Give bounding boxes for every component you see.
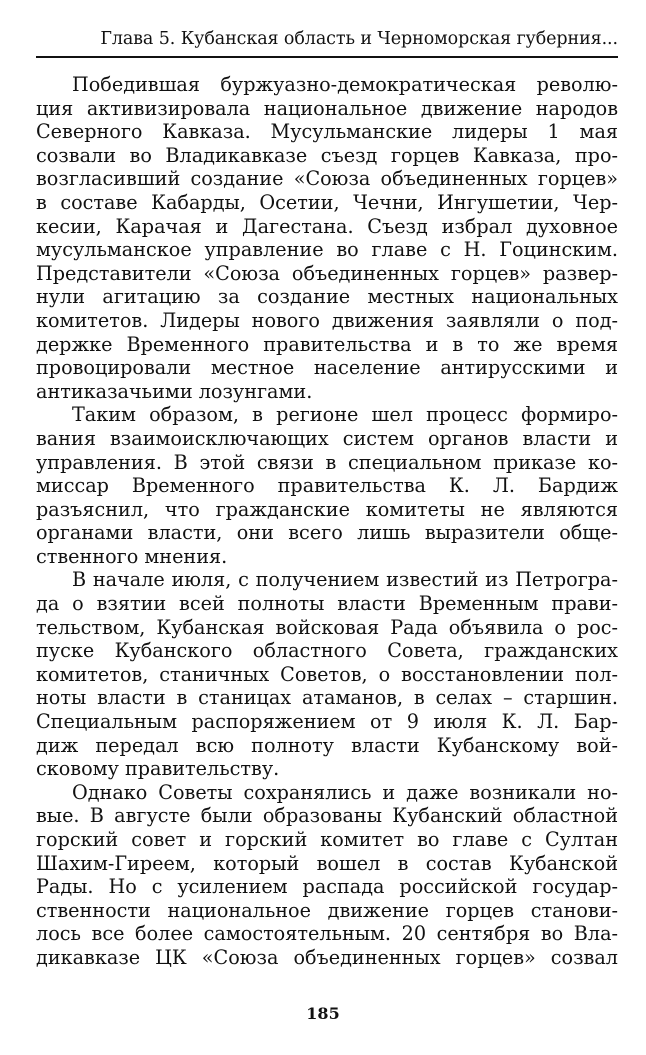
text-line: вания взаимоисключающих систем органов власти и bbox=[36, 426, 618, 450]
header-rule bbox=[36, 56, 618, 58]
text-line: ственности национальное движение горцев станови- bbox=[36, 898, 618, 922]
text-line: дикавказе ЦК «Союза объединенных горцев» созвал bbox=[36, 945, 618, 969]
text-line: держке Временного правительства и в то же время bbox=[36, 332, 618, 356]
text-line: кесии, Карачая и Дагестана. Съезд избрал духовное bbox=[36, 214, 618, 238]
text-line: ноты власти в станицах атаманов, в селах – старшин. bbox=[36, 686, 618, 710]
text-line: созвали во Владикавказе съезд горцев Кавказа, про- bbox=[36, 143, 618, 167]
text-line: Рады. Но с усилением распада российской государ- bbox=[36, 875, 618, 899]
page-number: 185 bbox=[306, 1004, 340, 1023]
text-line: провоцировали местное население антирусскими и bbox=[36, 356, 618, 380]
text-line: сковому правительству. bbox=[36, 757, 280, 781]
text-line: комитетов, станичных Советов, о восстановлении пол- bbox=[36, 662, 618, 686]
text-line: Таким образом, в регионе шел процесс формиро- bbox=[72, 403, 618, 427]
text-line: тельством, Кубанская войсковая Рада объявила о рос- bbox=[36, 615, 618, 639]
body-text bbox=[36, 73, 618, 970]
text-line: возгласивший создание «Союза объединенных горцев» bbox=[36, 167, 618, 191]
text-line: управления. В этой связи в специальном приказе ко- bbox=[36, 450, 618, 474]
text-line: горский совет и горский комитет во главе с Султан bbox=[36, 828, 618, 851]
text-line: ция активизировала национальное движение народов bbox=[36, 96, 618, 120]
text-line: Специальным распоряжением от 9 июля К. Л. Бар- bbox=[36, 710, 618, 734]
paragraph bbox=[36, 781, 618, 970]
text-line: нули агитацию за создание местных национальных bbox=[36, 285, 618, 309]
running-head: Глава 5. Кубанская область и Черноморская губерния... bbox=[100, 29, 618, 49]
text-line: Однако Советы сохранялись и даже возникали но- bbox=[72, 780, 618, 804]
text-line: В начале июля, с получением известий из Петрогра- bbox=[72, 568, 618, 592]
paragraph bbox=[36, 568, 618, 780]
paragraph bbox=[36, 73, 618, 403]
text-line: мусульманское управление во главе с Н. Гоцинским. bbox=[36, 238, 618, 262]
text-line: антиказачьими лозунгами. bbox=[36, 379, 313, 403]
text-line: разъяснил, что гражданские комитеты не являются bbox=[36, 497, 618, 521]
text-line: Победившая буржуазно-демократическая револю- bbox=[72, 73, 618, 96]
text-line: Представители «Союза объединенных горцев» развер- bbox=[36, 261, 618, 285]
text-line: комитетов. Лидеры нового движения заявляли о под- bbox=[36, 308, 618, 332]
text-line: ственного мнения. bbox=[36, 544, 228, 568]
text-line: пуске Кубанского областного Совета, гражданских bbox=[36, 639, 618, 663]
text-line: миссар Временного правительства К. Л. Бардиж bbox=[36, 474, 618, 498]
text-line: органами власти, они всего лишь выразители обще- bbox=[36, 521, 618, 545]
text-line: вые. В августе были образованы Кубанский областной bbox=[36, 804, 618, 828]
text-line: да о взятии всей полноты власти Временным прави- bbox=[36, 592, 618, 616]
text-line: Шахим-Гиреем, который вошел в состав Кубанской bbox=[36, 851, 618, 875]
text-line: лось все более самостоятельным. 20 сентября во Вла- bbox=[36, 922, 618, 946]
text-line: диж передал всю полноту власти Кубанскому вой- bbox=[36, 733, 618, 757]
text-line: Северного Кавказа. Мусульманские лидеры 1 мая bbox=[36, 120, 618, 144]
text-line: в составе Кабарды, Осетии, Чечни, Ингушетии, Чер- bbox=[36, 190, 618, 214]
paragraph bbox=[36, 403, 618, 568]
